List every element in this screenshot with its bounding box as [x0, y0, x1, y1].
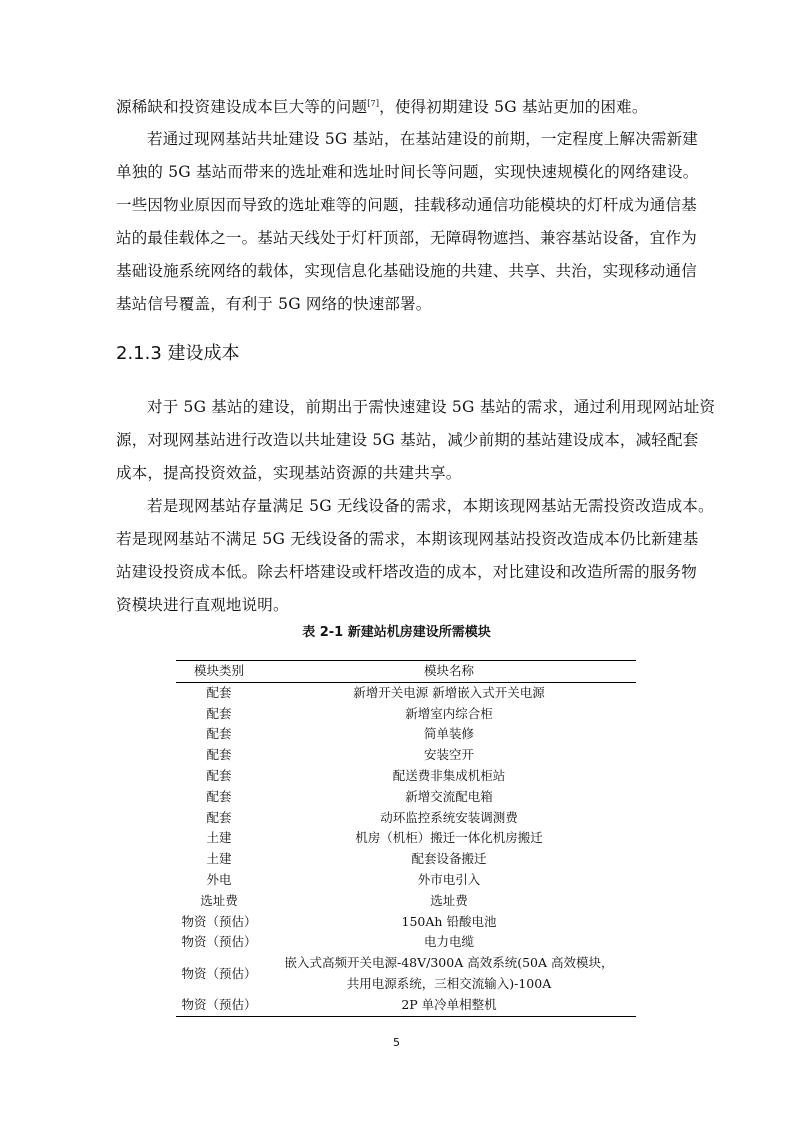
page-number: 5 [393, 1036, 400, 1049]
table-row [176, 849, 636, 870]
cell-category: 物资（预估） [181, 965, 257, 981]
cell-category: 外电 [206, 871, 232, 887]
column-header-category: 模块类别 [193, 663, 244, 678]
paragraph-line: 若通过现网基站共址建设 5G 基站，在基站建设的前期，一定程度上解决需新建 [147, 130, 698, 148]
paragraph-line: 若是现网基站存量满足 5G 无线设备的需求，本期该现网基站无需投资改造成本。 [147, 497, 714, 515]
cell-name: 安装空开 [423, 747, 474, 763]
cell-name: 电力电缆 [423, 934, 474, 950]
table-row [176, 724, 636, 745]
cell-name: 选址费 [430, 892, 468, 908]
paragraph-line: 成本，提高投资效益，实现基站资源的共建共享。 [116, 464, 462, 482]
paragraph-line: 若是现网基站不满足 5G 无线设备的需求，本期该现网基站投资改造成本仍比新建基 [116, 530, 699, 548]
paragraph-line: 站建设投资成本低。除去杆塔建设或杆塔改造的成本，对比建设和改造所需的服务物 [116, 563, 697, 581]
paragraph-line: 源，对现网基站进行改造以共址建设 5G 基站，减少前期的基站建设成本，减轻配套 [116, 431, 699, 449]
table-row [176, 808, 636, 829]
cell-category: 配套 [206, 788, 232, 804]
cell-category: 配套 [206, 705, 232, 721]
cell-name: 配套设备搬迁 [411, 851, 487, 867]
cell-name: 机房（机柜）搬迁一体化机房搬迁 [355, 830, 543, 846]
table-header-row [176, 661, 636, 683]
cell-name: 配送费非集成机柜站 [392, 767, 506, 783]
table-row [176, 828, 636, 849]
citation-ref[interactable]: [7] [367, 98, 380, 108]
table-caption: 表 2-1 新建站机房建设所需模块 [302, 625, 491, 640]
paragraph-line: 基础设施系统网络的载体，实现信息化基础设施的共建、共享、共治，实现移动通信 [116, 262, 697, 280]
cell-category: 配套 [206, 767, 232, 783]
paragraph-line: 资模块进行直观地说明。 [116, 596, 289, 614]
cell-name: 新增开关电源 新增嵌入式开关电源 [353, 684, 545, 700]
cell-name-multiline [262, 953, 636, 995]
cell-name-line: 嵌入式高频开关电源-48V/300A 高效系统(50A 高效模块， [284, 955, 614, 971]
cell-name: 动环监控系统安装调测费 [380, 809, 518, 825]
modules-table [176, 660, 636, 1017]
section-heading: 2.1.3 建设成本 [116, 343, 240, 364]
cell-category: 配套 [206, 747, 232, 763]
paragraph-line: 对于 5G 基站的建设，前期出于需快速建设 5G 基站的需求，通过利用现网站址资 [147, 398, 716, 416]
modules-table-container [176, 660, 636, 1017]
cell-category: 物资（预估） [181, 997, 257, 1013]
table-row [176, 766, 636, 787]
table-row [176, 787, 636, 808]
paragraph-line: 站的最佳载体之一。基站天线处于灯杆顶部，无障碍物遮挡、兼容基站设备，宜作为 [116, 229, 697, 247]
table-row [176, 704, 636, 725]
cell-name: 外市电引入 [417, 871, 481, 887]
table-row [176, 995, 636, 1016]
cell-name: 新增交流配电箱 [405, 788, 493, 804]
paragraph-line: 一些因物业原因而导致的选址难等的问题，挂载移动通信功能模块的灯杆成为通信基 [116, 196, 697, 214]
table-row [176, 953, 636, 995]
cell-name: 新增室内综合柜 [405, 705, 493, 721]
table-row [176, 682, 636, 703]
column-header-name: 模块名称 [423, 663, 474, 678]
intro-text-cont: ，使得初期建设 5G 基站更加的困难。 [379, 98, 648, 116]
cell-category: 土建 [206, 851, 232, 867]
paragraph-line: 基站信号覆盖，有利于 5G 网络的快速部署。 [116, 295, 432, 313]
cell-name: 简单装修 [423, 726, 474, 742]
table-row [176, 745, 636, 766]
intro-text: 源稀缺和投资建设成本巨大等的问题 [116, 98, 368, 116]
cell-category: 配套 [206, 684, 232, 700]
cell-name-line: 共用电源系统，三相交流输入)-100A [346, 976, 552, 992]
cell-name: 2P 单冷单相整机 [401, 997, 497, 1013]
cell-category: 配套 [206, 809, 232, 825]
cell-category: 配套 [206, 726, 232, 742]
table-row [176, 912, 636, 933]
table-row [176, 870, 636, 891]
cell-category: 选址费 [200, 892, 238, 908]
cell-name: 150Ah 铅酸电池 [401, 913, 497, 929]
cell-category: 土建 [206, 830, 232, 846]
table-row [176, 891, 636, 912]
paragraph-intro-line [116, 97, 648, 117]
paragraph-line: 单独的 5G 基站而带来的选址难和选址时间长等问题，实现快速规模化的网络建设。 [116, 163, 699, 181]
cell-category: 物资（预估） [181, 913, 257, 929]
cell-category: 物资（预估） [181, 934, 257, 950]
table-row [176, 932, 636, 953]
